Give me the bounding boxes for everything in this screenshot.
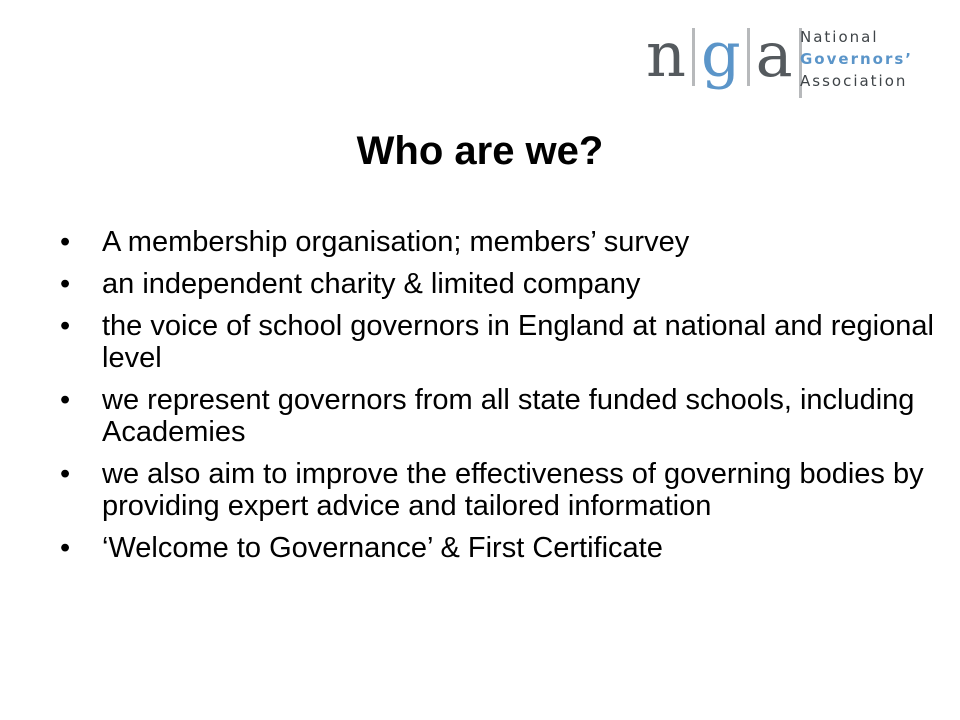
logo-letter-a: a [755, 18, 793, 91]
bullet-text: we also aim to improve the effectiveness of governing bodies by providing expert advice and tailored information [102, 458, 924, 522]
bullet-text: A membership organisation; members’ survey [102, 226, 690, 258]
logo-letter-n: n [646, 18, 686, 91]
bullet-marker: • [60, 532, 71, 564]
bullet-text: the voice of school governors in England at national and regional level [102, 310, 934, 374]
nga-logo [640, 14, 940, 104]
bullet-marker: • [60, 384, 71, 416]
bullet-text: ‘Welcome to Governance’ & First Certificate [102, 532, 663, 564]
bullet-marker: • [60, 268, 71, 300]
logo-divider [692, 28, 695, 86]
logo-letters [646, 18, 808, 98]
bullet-item [60, 458, 940, 522]
logo-word-governors: Governors’ [800, 50, 913, 68]
logo-word-association: Association [800, 72, 908, 90]
bullet-item [60, 384, 940, 448]
bullet-marker: • [60, 226, 71, 258]
bullet-text: an independent charity & limited company [102, 268, 641, 300]
logo-divider [747, 28, 750, 86]
logo-letter-g: g [700, 18, 741, 91]
bullet-item [60, 226, 940, 258]
bullet-marker: • [60, 310, 71, 342]
logo-wordmark [800, 26, 913, 92]
slide-title: Who are we? [356, 129, 604, 173]
bullet-item [60, 310, 940, 374]
bullet-list [60, 226, 940, 574]
bullet-item [60, 532, 940, 564]
bullet-text: we represent governors from all state funded schools, including Academies [102, 384, 915, 448]
bullet-item [60, 268, 940, 300]
logo-word-national: National [800, 28, 879, 46]
bullet-marker: • [60, 458, 71, 490]
